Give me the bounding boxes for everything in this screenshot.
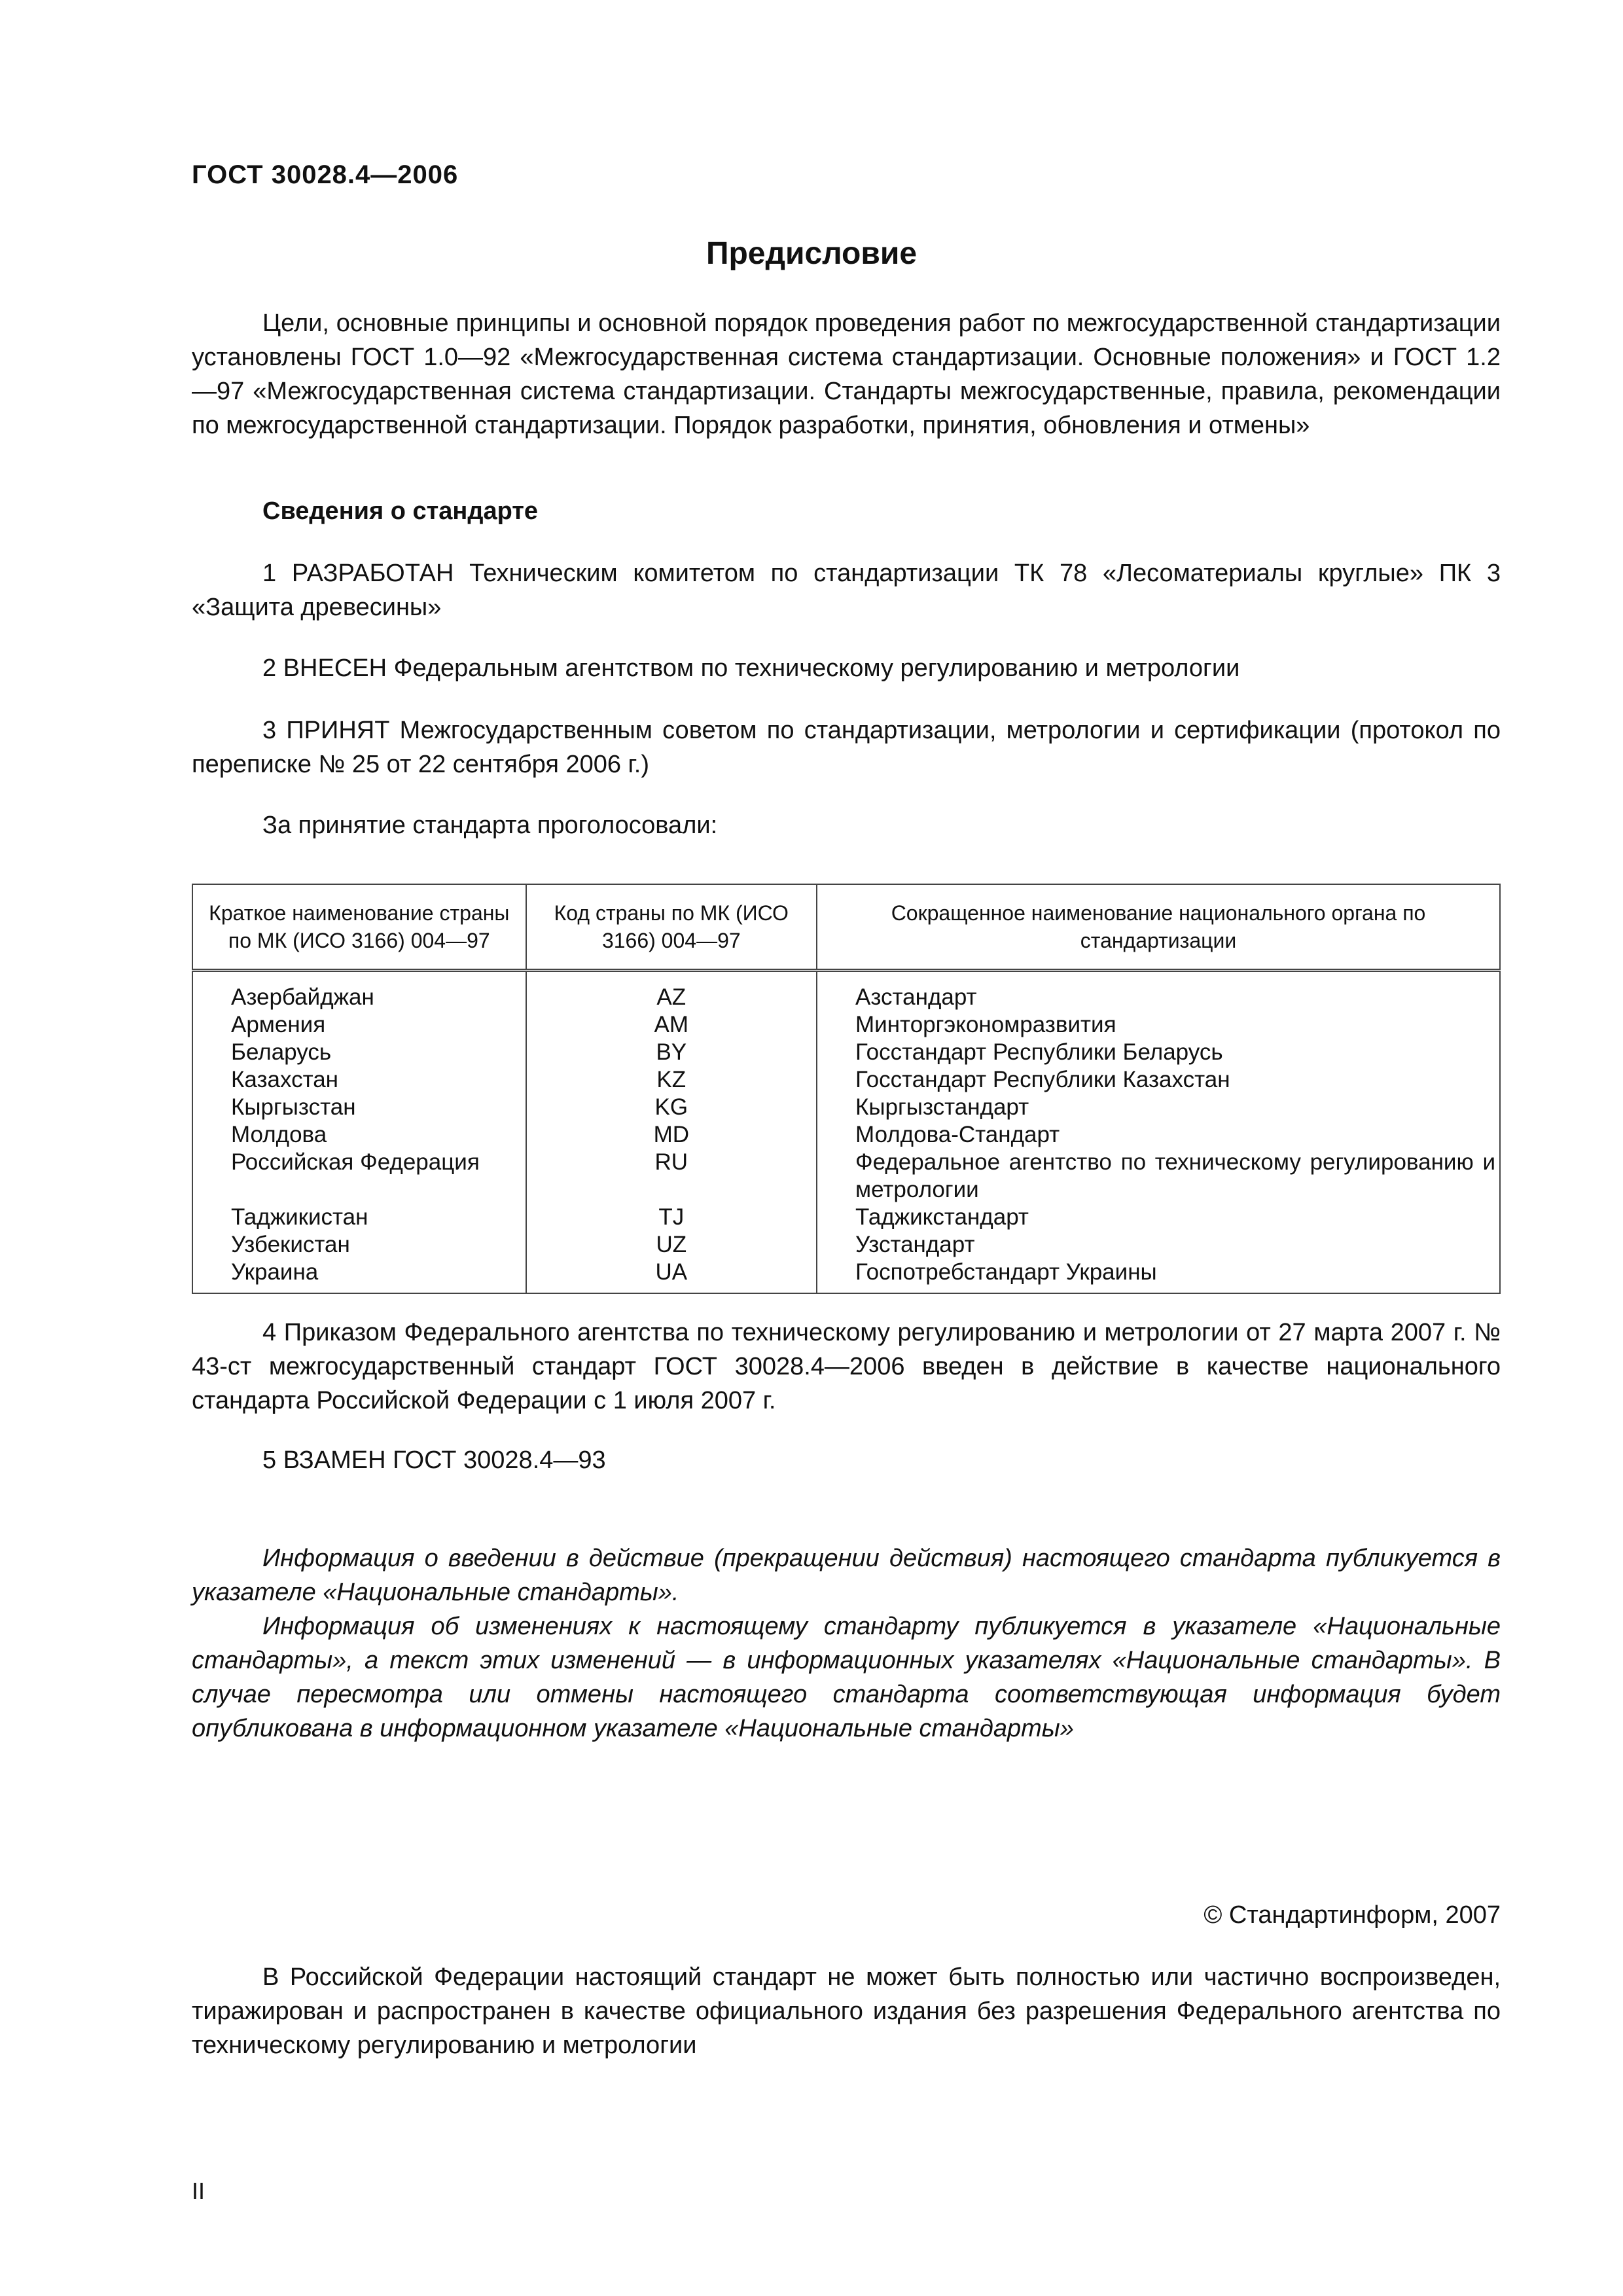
country-name: Таджикистан <box>192 1204 526 1231</box>
reproduction-notice: В Российской Федерации настоящий стандарт не может быть полностью или частично воспроизведен, тиражирован и распространен в качестве официального издания без разрешения Федерального агентства по техническому регулированию и метрологии <box>192 1964 1501 2059</box>
national-body: Минторгэкономразвития <box>817 1011 1500 1039</box>
header-country-name: Краткое наименование страны по МК (ИСО 3166) 004—97 <box>192 884 526 971</box>
country-name: Казахстан <box>192 1066 526 1094</box>
national-body: Госстандарт Республики Беларусь <box>817 1039 1500 1066</box>
country-name: Российская Федерация <box>192 1149 526 1204</box>
vote-intro: За принятие стандарта проголосовали: <box>262 812 718 839</box>
national-body: Госпотребстандарт Украины <box>817 1259 1500 1293</box>
national-body: Азстандарт <box>817 971 1500 1012</box>
country-code: KG <box>526 1094 817 1121</box>
item-2: 2 ВНЕСЕН Федеральным агентством по техническому регулированию и метрологии <box>262 655 1240 682</box>
item-1-block <box>192 556 1501 624</box>
page-number: II <box>192 2178 205 2204</box>
table-row <box>192 1204 1500 1231</box>
national-body: Таджикстандарт <box>817 1204 1500 1231</box>
country-code: MD <box>526 1121 817 1149</box>
country-code: UA <box>526 1259 817 1293</box>
country-name: Узбекистан <box>192 1231 526 1259</box>
country-name: Кыргызстан <box>192 1094 526 1121</box>
national-body: Молдова-Стандарт <box>817 1121 1500 1149</box>
country-name: Армения <box>192 1011 526 1039</box>
table-row <box>192 1066 1500 1094</box>
item-4-block <box>192 1316 1501 1418</box>
national-body: Кыргызстандарт <box>817 1094 1500 1121</box>
reproduction-notice-block <box>192 1960 1501 2062</box>
country-name: Азербайджан <box>192 971 526 1012</box>
item-1: 1 РАЗРАБОТАН Техническим комитетом по стандартизации ТК 78 «Лесоматериалы круглые» ПК 3 «Защита древесины» <box>192 560 1501 621</box>
table-row <box>192 1149 1500 1204</box>
item-3: 3 ПРИНЯТ Межгосударственным советом по стандартизации, метрологии и сертификации (протокол по переписке № 25 от 22 сентября 2006 г.) <box>192 717 1501 778</box>
notice-paragraph-1: Информация о введении в действие (прекращении действия) настоящего стандарта публикуется в указателе «Национальные стандарты». <box>192 1545 1501 1606</box>
country-name: Молдова <box>192 1121 526 1149</box>
voting-countries-table <box>192 884 1501 1294</box>
country-name: Беларусь <box>192 1039 526 1066</box>
country-code: AZ <box>526 971 817 1012</box>
standard-code-header: ГОСТ 30028.4—2006 <box>192 160 459 189</box>
country-code: BY <box>526 1039 817 1066</box>
country-code: TJ <box>526 1204 817 1231</box>
table-header-row <box>192 884 1500 971</box>
item-2-block <box>192 651 1501 685</box>
national-body: Госстандарт Республики Казахстан <box>817 1066 1500 1094</box>
section-heading: Сведения о стандарте <box>262 497 539 525</box>
item-4: 4 Приказом Федерального агентства по техническому регулированию и метрологии от 27 марта 2007 г. № 43-ст межгосударственный стандарт ГОСТ 30028.4—2006 введен в действие в качестве национального стандарта Российской Федерации с 1 июля 2007 г. <box>192 1319 1501 1414</box>
country-name: Украина <box>192 1259 526 1293</box>
country-code: UZ <box>526 1231 817 1259</box>
country-code: RU <box>526 1149 817 1204</box>
national-body: Узстандарт <box>817 1231 1500 1259</box>
table-row <box>192 1121 1500 1149</box>
intro-paragraph: Цели, основные принципы и основной порядок проведения работ по межгосударственной стандартизации установлены ГОСТ 1.0—92 «Межгосударственная система стандартизации. Основные положения» и ГОСТ 1.2—97 «Межгосударственная система стандартизации. Стандарты межгосударственные, правила, рекомендации по межгосударственной стандартизации. Порядок разработки, принятия, обновления и отмены» <box>192 310 1501 439</box>
intro-paragraph-block <box>192 306 1501 442</box>
header-country-code: Код страны по МК (ИСО 3166) 004—97 <box>526 884 817 971</box>
header-national-body: Сокращенное наименование национального органа по стандартизации <box>817 884 1500 971</box>
table-row <box>192 1231 1500 1259</box>
table-row <box>192 1259 1500 1293</box>
country-code: AM <box>526 1011 817 1039</box>
table-row <box>192 1039 1500 1066</box>
country-code: KZ <box>526 1066 817 1094</box>
item-3-block <box>192 713 1501 781</box>
notice-block <box>192 1541 1501 1746</box>
copyright-line: © Стандартинформ, 2007 <box>1204 1901 1501 1929</box>
national-body: Федеральное агентство по техническому регулированию и метрологии <box>817 1149 1500 1204</box>
table-row <box>192 1011 1500 1039</box>
table-row <box>192 971 1500 1012</box>
page-title: Предисловие <box>705 236 918 271</box>
notice-paragraph-2: Информация об изменениях к настоящему стандарту публикуется в указателе «Национальные стандарты», а текст этих изменений — в информационных указателях «Национальные стандарты». В случае пересмотра или отмены настоящего стандарта соответствующая информация будет опубликована в информационном указателе «Национальные стандарты» <box>192 1613 1501 1742</box>
table-row <box>192 1094 1500 1121</box>
item-5: 5 ВЗАМЕН ГОСТ 30028.4—93 <box>262 1446 606 1474</box>
